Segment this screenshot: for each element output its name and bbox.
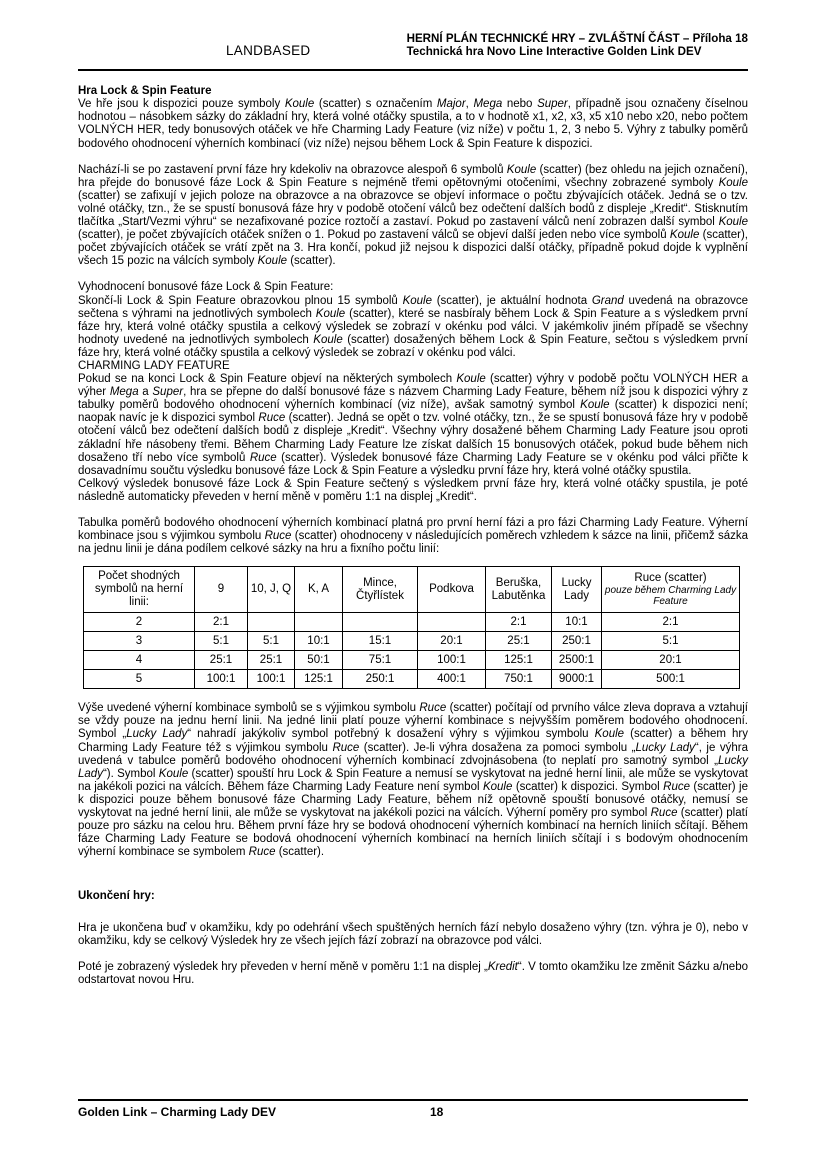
footer-document-title: Golden Link – Charming Lady DEV [78,1105,277,1119]
text-run: (scatter) dosažených během Lock & Spin Feature, sečtou s výsledkem první fáze hry, která volné otáčky spustila a celkový výsledek se zobrazí v okénku pod válci. [78,333,749,359]
text-run: uvedená na obrazovce sečtena s výhrami na jednotlivých symbolech [78,294,749,320]
text-run: (scatter) ohodnoceny v následujících poměrech vzhledem k sázce na linii, přičemž sázka na jednu linii je dána podílem celkové sázky na hru a fixního počtu linií: [78,530,748,556]
column-header-label: K, A [307,583,330,596]
section-heading-lock-spin: Hra Lock & Spin Feature [78,85,212,98]
text-run: (scatter) je k dispozici pouze během bonusové fáze Charming Lady Feature, během níž opětovně spouští bonusové otáčky, nemusí se vyskytovat na jedné herní linii, ale může se vyskytovat na jakékoli pozici na válcích. Výherní poměry pro symbol [78,780,748,820]
italic-text-run: Mega [109,386,139,399]
column-header-label: 9 [217,583,225,596]
payout-table-cell: 10:1 [552,613,602,632]
payout-table-cell: 20:1 [602,651,740,670]
text-run: Výše uvedené výherní kombinace symbolů se s výjimkou symbolu [78,702,420,715]
paragraph-charming-lady [78,373,748,478]
text-run: (scatter). Je-li výhra dosažena za pomoci symbolu „ [359,741,636,754]
payout-column-header [343,567,418,613]
page-number: 18 [430,1105,444,1119]
content-area [78,0,748,987]
text-run: Pokud se na konci Lock & Spin Feature objeví na některých symbolech [78,373,457,386]
column-header-label: Beruška, Labutěnka [491,576,546,602]
italic-text-run: Koule [402,294,432,307]
payout-table-cell: 5:1 [248,632,295,651]
column-header-label: Počet shodných symbolů na herní linii: [94,570,184,609]
column-header-label: 10, J, Q [250,583,292,596]
text-run: Poté je zobrazený výsledek hry převeden v herní měně v poměru 1:1 na displej „ [78,960,488,973]
payout-header-row [84,567,740,613]
payout-table-cell: 9000:1 [552,670,602,689]
text-run: (scatter) výhry v podobě počtu VOLNÝCH HER a výher [78,373,748,399]
payout-table-cell: 25:1 [486,632,552,651]
page-header [78,0,748,58]
text-run: Nachází-li se po zastavení první fáze hry kdekoliv na obrazovce alespoň 6 symbolů [78,163,507,176]
column-header-label: Mince, Čtyřlístek [356,576,404,602]
italic-text-run: Ruce [650,807,678,820]
text-run: (scatter) se zafixují v jejich poloze na obrazovce a na obrazovce se objeví informace o počtu zbývajících otáček. Jedná se o tzv. volné otáčky, tzn., že se spustí bonusová fáze hry v podobě otočení válců bez odečtení dalších bodů z displeje „Kredit“. Stisknutím tlačítka „Start/Vezmi výhru“ se nezafixované pozice roztočí a zastaví. Pokud po zastavení válců není zobrazen další symbol [78,189,748,229]
text-run: (scatter) spouští hru Lock & Spin Feature a nemusí se vyskytovat na jedné herní linii, ale může se vyskytovat na jakékoli pozici na válcích. Během fáze Charming Lady Feature není symbol [78,767,749,793]
company-logo-text: LANDBASED [226,43,311,59]
text-run: “. V tomto okamžiku lze změnit Sázku a/nebo odstartovat novou Hru. [78,960,748,986]
text-run: (scatter), počet zbývajících otáček se vrátí zpět na 3. Hra končí, pokud již nejsou k dispozici další otáčky, případně pokud dojde k vyplnění všech 15 pozic na válcích symboly [78,229,749,268]
italic-text-run: Koule [669,229,700,242]
payout-table-cell: 400:1 [418,670,486,689]
paragraph-evaluation [78,295,748,360]
paragraph-feature-trigger [78,164,748,269]
text-run: (scatter) k dispozici. Symbol [512,780,664,793]
payout-column-header [418,567,486,613]
text-run: Tabulka poměrů bodového ohodnocení výherních kombinací platná pro první herní fázi a pro fázi Charming Lady Feature. Výherní kombinace jsou s výjimkou symbolu [78,517,748,543]
text-run: Ve hře jsou k dispozici pouze symboly [78,98,285,111]
text-run: (scatter), které se nasbíraly během Lock & Spin Feature a s výsledkem první fáze hry, která volné otáčky spustila a celkový výsledek se zobrazí v okénku pod válci. V jakémkoliv jiném případě se všechny hodnoty uvedené na jednotlivých symbolech [78,307,748,346]
page-footer [78,1099,748,1119]
document-body [78,85,748,987]
text-run: Skončí-li Lock & Spin Feature obrazovkou plnou 15 symbolů [78,294,403,307]
payout-table-cell: 50:1 [295,651,343,670]
payout-table-cell [248,613,295,632]
italic-text-run: Ruce [248,846,276,859]
italic-text-run: Koule [257,255,288,268]
italic-text-run: Koule [718,216,748,229]
payout-table-cell: 2 [84,613,195,632]
payout-table-row [84,632,740,651]
payout-table-cell: 5:1 [602,632,740,651]
header-title-block [407,33,748,58]
section-heading-game-end: Ukončení hry: [78,890,155,903]
payout-table-cell: 25:1 [248,651,295,670]
italic-text-run: Koule [718,176,748,189]
italic-text-run: Ruce [258,412,286,425]
italic-text-run: Koule [456,373,486,386]
italic-text-run: Super [152,386,184,399]
payout-table-cell: 5 [84,670,195,689]
payout-table-cell: 100:1 [418,651,486,670]
subheading-charming-lady: CHARMING LADY FEATURE [78,359,230,372]
payout-table-row [84,613,740,632]
italic-text-run: Ruce [419,702,447,715]
footer-row [78,1105,748,1119]
italic-text-run: Koule [506,163,537,176]
italic-text-run: Ruce [663,780,690,793]
payout-table-cell: 100:1 [195,670,248,689]
text-run: (scatter). Výsledek bonusové fáze Charming Lady Feature se v okénku pod válci přičte k dosavadnímu součtu výsledku bonusové fáze Lock & Spin Feature a výsledku první fáze hry, která volné otáčky spustila. [78,451,748,477]
italic-text-run: Mega [473,98,503,111]
text-run: (scatter) s označením [314,98,437,111]
payout-table-cell: 100:1 [248,670,295,689]
italic-text-run: Lucky Lady [126,728,188,741]
column-header-note: pouze během Charming Lady Feature [604,585,737,608]
text-run: “). Symbol [102,767,159,780]
text-run: Celkový výsledek bonusové fáze Lock & Spin Feature sečtený s výsledkem první fáze hry, která volné otáčky spustila, je poté následně automaticky převeden v herní měně v poměru 1:1 na displej „Kredit“. [78,477,748,503]
footer-divider [78,1099,748,1101]
payout-table-cell: 4 [84,651,195,670]
payout-column-header [84,567,195,613]
payout-table-cell: 500:1 [602,670,740,689]
header-title-line2: Technická hra Novo Line Interactive Golden Link DEV [406,44,702,58]
payout-table-head [84,567,740,613]
payout-table-cell: 10:1 [295,632,343,651]
italic-text-run: Grand [591,294,624,307]
paragraph-credit-transfer [78,961,748,987]
payout-column-header [295,567,343,613]
payout-column-header [552,567,602,613]
italic-text-run: Koule [594,728,625,741]
column-header-label: Podkova [429,583,474,596]
text-run: (scatter) (bez ohledu na jejich označení), hra přejde do bonusové fáze Lock & Spin Feature s nejméně třemi opětovnými otočeními, všechny zobrazené symboly [78,163,748,189]
text-run: (scatter). Jedná se opět o tzv. volné otáčky, tzn., že se spustí bonusová fáze hry v podobě otočení válců bez odečtení dalších bodů z displeje „Kredit“. Všechny výhry dosažené během Charming Lady Feature jsou oproti základní hře násobeny třemi. Během Charming Lady Feature lze získat dalších 15 bonusových otáček, pokud bude během nich dosaženo tří nebo více symbolů [78,412,748,464]
payout-column-header [195,567,248,613]
payout-table-cell: 2500:1 [552,651,602,670]
text-run: , hra se přepne do další bonusové fáze s názvem Charming Lady Feature, během níž jsou k dispozici výhry z tabulky poměrů bodového ohodnocení výherních kombinací (viz níže), avšak samotný symbol [78,386,748,412]
payout-table-cell: 125:1 [486,651,552,670]
italic-text-run: Ruce [332,741,360,754]
text-run: , [465,98,474,111]
text-run: a [138,386,153,399]
text-run: Hra je ukončena buď v okamžiku, kdy po odehrání všech spuštěných herních fází nebylo dosaženo výhry (tzn. výhra je 0), nebo v okamžiku, kdy se celkový Výsledek hry ze všech jejích fází zobrazí na obrazovce pod válci. [78,921,748,947]
paragraph-table-intro [78,517,748,556]
header-divider [78,69,748,71]
payout-table-cell: 125:1 [295,670,343,689]
payout-table-cell [418,613,486,632]
payout-table-cell: 75:1 [343,651,418,670]
text-run: “ nahradí jakýkoliv symbol potřebný k dosažení výhry s výjimkou symbolu [187,728,595,741]
italic-text-run: Kredit [487,960,518,973]
payout-column-header [486,567,552,613]
subheading-evaluation: Vyhodnocení bonusové fáze Lock & Spin Feature: [78,281,334,294]
payout-table-cell: 2:1 [602,613,740,632]
italic-text-run: Lucky Lady [635,741,695,754]
payout-table-cell: 250:1 [552,632,602,651]
text-run: (scatter). [287,255,336,268]
text-run: (scatter), je počet zbývajících otáček snížen o 1. Pokud po zastavení válců se objeví další jeden nebo více symbolů [78,229,670,242]
payout-table-cell: 2:1 [195,613,248,632]
italic-text-run: Koule [315,307,346,320]
italic-text-run: Major [436,98,466,111]
text-run: (scatter). [275,846,325,859]
payout-table-cell: 20:1 [418,632,486,651]
paragraph-total-result [78,478,748,504]
payout-table-row [84,651,740,670]
paragraph-rules [78,702,748,859]
payout-table-row [84,670,740,689]
text-run: nebo [502,98,538,111]
text-run: (scatter) počítají od prvního válce zleva doprava a vztahují se vždy pouze na jednu herní linii. Na jedné linii platí pouze výherní kombinace s nejvyšším poměrem bodového ohodnocení. Symbol „ [78,702,748,741]
column-header-label: Lucky Lady [561,576,592,602]
italic-text-run: Koule [158,767,189,780]
text-run: “, je výhra uvedená v tabulce poměrů bodového ohodnocení výherních kombinací zdvojnásobena (to neplatí pro samotný symbol „ [78,741,748,767]
italic-text-run: Super [537,98,568,111]
payout-table-cell: 750:1 [486,670,552,689]
payout-table-cell [343,613,418,632]
payout-column-header [248,567,295,613]
payout-table-cell: 15:1 [343,632,418,651]
payout-table-cell: 250:1 [343,670,418,689]
payout-table-cell [295,613,343,632]
italic-text-run: Koule [313,333,343,346]
payout-table-cell: 25:1 [195,651,248,670]
payout-table-body [84,613,740,689]
payout-table-cell: 2:1 [486,613,552,632]
text-run: (scatter), je aktuální hodnota [431,294,592,307]
payout-table-cell: 5:1 [195,632,248,651]
payout-column-header [602,567,740,613]
italic-text-run: Lucky Lady [78,754,748,780]
text-run: , případně jsou označeny číselnou hodnotou – násobkem sázky do základní hry, která volné otáčky spustila, a to v hodnotě x1, x2, x3, x5 x10 nebo x20, nebo počtem VOLNÝCH HER, tedy bonusových otáček ve hře Charming Lady Feature (viz níže) v počtu 1, 2, 3 nebo 5. Výhry z tabulky poměrů bodového ohodnocení výherních kombinací (viz níže) nejsou během Lock & Spin Feature k dispozici. [78,98,748,150]
text-run: (scatter) k dispozici není; naopak navíc je k dispozici symbol [78,399,748,425]
header-title-line1: HERNÍ PLÁN TECHNICKÉ HRY – ZVLÁŠTNÍ ČÁST – Příloha 18 [406,32,748,45]
payout-table [83,566,740,689]
italic-text-run: Koule [482,780,513,793]
paragraph-symbols-overview [78,98,748,150]
text-run: (scatter) platí pouze pro sázku na celou hru. Během první fáze hry se bodová ohodnocení výherních kombinací na herních liniích sčítají. Během fáze Charming Lady Feature se bodová ohodnocení výherních kombinací na herních liniích sčítají i s bodovým ohodnocením výherní kombinace se symbolem [78,807,748,859]
italic-text-run: Ruce [264,530,292,543]
italic-text-run: Ruce [249,451,277,464]
italic-text-run: Koule [580,399,610,412]
italic-text-run: Koule [284,98,315,111]
column-header-label: Ruce (scatter) [634,572,707,585]
payout-table-cell: 3 [84,632,195,651]
text-run: (scatter) a během hry Charming Lady Feature též s výjimkou symbolu [78,728,749,754]
paragraph-game-end [78,922,748,948]
